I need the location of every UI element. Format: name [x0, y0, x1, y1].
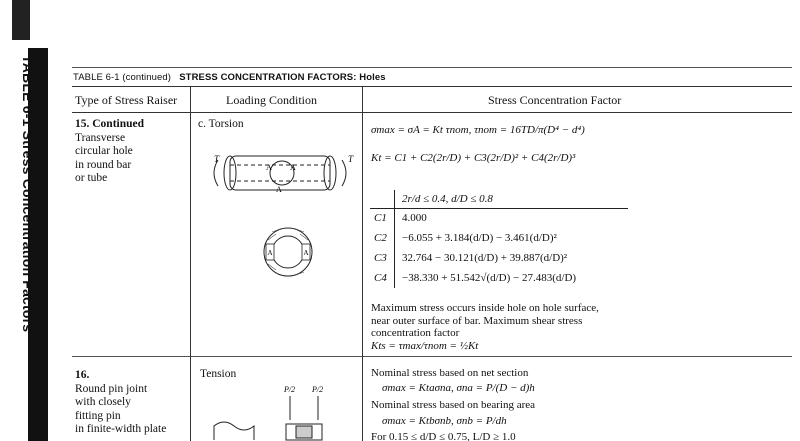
row16-desc-1: Round pin joint [75, 382, 148, 395]
row16-desc-3: fitting pin [75, 409, 121, 422]
header-loading: Loading Condition [226, 93, 317, 107]
row15-desc-4: or tube [75, 172, 108, 184]
cross-section-figure [258, 222, 318, 282]
row15-loading: c. Torsion [198, 118, 244, 130]
torsion-bar-figure [200, 140, 360, 210]
coef-table-vline [394, 190, 395, 288]
row15-eq-kt: Kt = C1 + C2(2r/D) + C3(2r/D)² + C4(2r/D)³ [371, 152, 576, 164]
row15-desc-2: circular hole [75, 145, 133, 157]
caption-title: STRESS CONCENTRATION FACTORS: Holes [179, 72, 386, 83]
header-top-rule [72, 86, 792, 87]
row15-desc-1: Transverse [75, 131, 126, 144]
row16-line-1: Nominal stress based on net section [371, 367, 529, 379]
sidebar-title [8, 55, 38, 435]
row-divider [72, 356, 792, 357]
section-a-right: A [303, 249, 309, 257]
row16-line-5: For 0.15 ≤ d/D ≤ 0.75, L/D ≥ 1.0 [371, 431, 516, 441]
coef-value-c3: 32.764 − 30.121(d/D) + 39.887(d/D)² [402, 252, 568, 264]
header-bottom-rule [72, 112, 792, 113]
row16-line-3: Nominal stress based on bearing area [371, 399, 536, 411]
point-a-label-3: A [276, 185, 282, 194]
point-a-label-2: A [290, 163, 296, 172]
header-type: Type of Stress Raiser [75, 93, 178, 107]
coef-value-c2: −6.055 + 3.184(d/D) − 3.461(d/D)² [402, 232, 557, 244]
coef-table-hline [370, 208, 628, 209]
load-label-left: P/2 [284, 385, 296, 394]
row16-desc-2: with closely [75, 396, 131, 408]
row16-line-2: σmax = Ktaσna, σna = P/(D − d)h [382, 382, 535, 394]
row15-desc-3: in round bar [75, 158, 132, 171]
pin-joint-figure [210, 382, 350, 441]
row16-loading: Tension [200, 368, 237, 380]
row16-type [75, 369, 190, 437]
coef-label-c4: C4 [374, 272, 387, 284]
row16-desc-4: in finite-width plate [75, 423, 167, 435]
coef-value-c4: −38.330 + 51.542√(d/D) − 27.483(d/D) [402, 272, 577, 284]
row15-number: 15. Continued [75, 118, 145, 130]
coef-value-c1: 4.000 [402, 212, 427, 224]
row15-note-1: Maximum stress occurs inside hole on hole surface, [371, 302, 599, 314]
coef-label-c3: C3 [374, 252, 387, 264]
row15-note-2: near outer surface of bar. Maximum shear stress [371, 314, 583, 327]
coefficient-table [370, 190, 628, 290]
sidebar-title-text: TABLE 6-1 Stress Concentration Factors [20, 55, 36, 333]
table-caption [73, 72, 386, 83]
point-a-label-1: A [266, 163, 272, 172]
section-a-left: A [267, 249, 273, 257]
coef-label-c2: C2 [374, 232, 387, 244]
torque-label-right: T [348, 154, 354, 164]
column-divider-2 [362, 86, 363, 441]
caption-prefix: TABLE 6-1 (continued) [73, 72, 172, 83]
column-divider-1 [190, 86, 191, 441]
torque-label-left: T [214, 154, 220, 164]
row15-kts: Kts = τmax/τnom = ½Kt [371, 339, 479, 352]
row16-number: 16. [75, 369, 90, 381]
row16-line-4: σmax = Ktbσnb, σnb = P/dh [382, 415, 507, 427]
row15-type [75, 118, 185, 186]
row15-note [371, 302, 661, 352]
row15-note-3: concentration factor [371, 327, 460, 339]
coef-label-c1: C1 [374, 212, 387, 224]
sidebar-tab-marker [12, 0, 30, 40]
row15-eq-stress: σmax = σA = Kt τnom, τnom = 16TD/π(D⁴ − d⁴) [371, 124, 585, 136]
coef-range: 2r/d ≤ 0.4, d/D ≤ 0.8 [402, 193, 493, 205]
table-top-rule [72, 67, 792, 68]
load-label-right: P/2 [312, 385, 324, 394]
header-factor: Stress Concentration Factor [488, 93, 622, 107]
